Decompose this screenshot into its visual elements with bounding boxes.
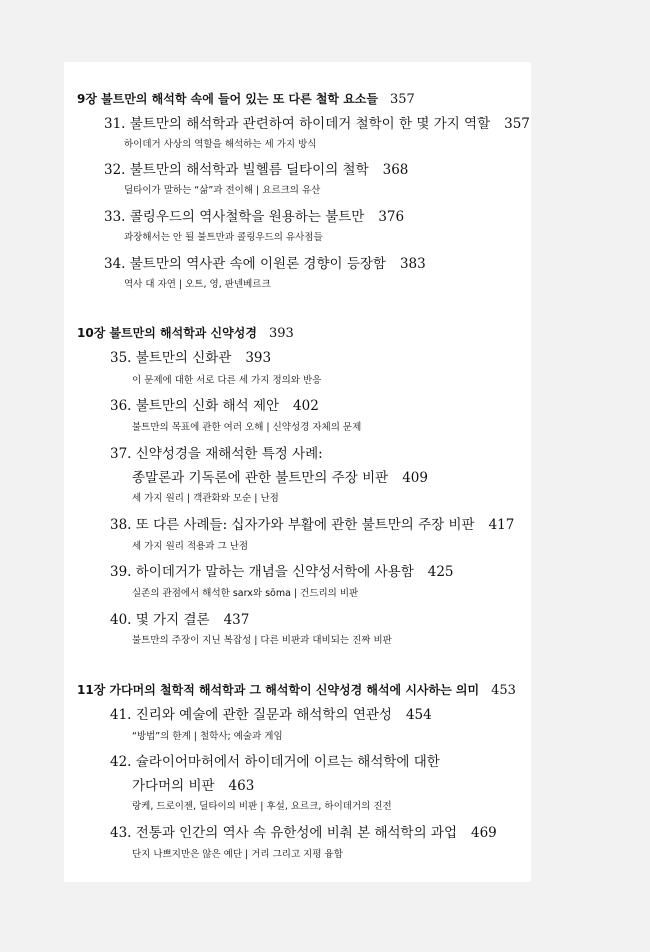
section-subtitle: 세 가지 원리 적용과 그 난점 [132, 541, 249, 552]
section-subtitle: 불트만의 목표에 관한 여러 오해 | 신약성경 자체의 문제 [132, 422, 362, 433]
chapter-heading: 11장 가다머의 철학적 해석학과 그 해석학이 신약성경 해석에 시사하는 의미 453 [77, 683, 516, 698]
section-entry-continued: 종말론과 기독론에 관한 불트만의 주장 비판 409 [132, 470, 428, 486]
chapter-heading: 9장 불트만의 해석학 속에 들어 있는 또 다른 철학 요소들 357 [77, 92, 415, 107]
section-entry: 35. 불트만의 신화관 393 [110, 350, 272, 366]
section-entry-continued: 가다머의 비판 463 [132, 778, 255, 794]
section-entry: 40. 몇 가지 결론 437 [110, 612, 250, 628]
page-number: 417 [488, 517, 515, 533]
chapter-heading: 10장 불트만의 해석학과 신약성경 393 [77, 326, 294, 341]
section-subtitle: 이 문제에 대한 서로 다른 세 가지 정의와 반응 [132, 375, 322, 386]
page-number: 383 [399, 256, 426, 272]
section-entry: 41. 진리와 예술에 관한 질문과 해석학의 연관성 454 [110, 707, 432, 723]
section-entry: 36. 불트만의 신화 해석 제안 402 [110, 398, 319, 414]
section-subtitle: “방법”의 한계 | 철학사; 예술과 게임 [132, 731, 283, 742]
section-entry: 31. 불트만의 해석학과 관련하여 하이데거 철학이 한 몇 가지 역할 357 [104, 116, 530, 132]
page-number: 454 [405, 707, 432, 723]
section-subtitle: 딜타이가 말하는 “삶”과 전이해 | 요르크의 유산 [124, 185, 321, 196]
section-entry: 34. 불트만의 역사관 속에 이원론 경향이 등장함 383 [104, 256, 426, 272]
section-entry: 32. 불트만의 해석학과 빌헬름 딜타이의 철학 368 [104, 162, 409, 178]
page-number: 357 [389, 92, 415, 107]
page-number: 453 [491, 683, 516, 698]
section-entry: 37. 신약성경을 재해석한 특정 사례: [110, 446, 323, 462]
page-number: 409 [402, 470, 428, 486]
section-entry: 42. 슐라이어마허에서 하이데거에 이르는 해석학에 대한 [110, 754, 440, 770]
section-subtitle: 불트만의 주장이 지닌 복잡성 | 다른 비판과 대비되는 진짜 비판 [132, 635, 392, 646]
page-number: 357 [504, 116, 530, 132]
page-number: 463 [228, 778, 255, 794]
section-subtitle: 하이데거 사상의 역할을 해석하는 세 가지 방식 [124, 139, 317, 150]
section-entry: 33. 콜링우드의 역사철학을 원용하는 불트만 376 [104, 209, 405, 225]
section-entry: 39. 하이데거가 말하는 개념을 신약성서학에 사용함 425 [110, 564, 454, 580]
page-number: 393 [245, 350, 272, 366]
page-number: 393 [268, 326, 294, 341]
page-number: 402 [293, 398, 319, 414]
section-entry: 43. 전통과 인간의 역사 속 유한성에 비춰 본 해석학의 과업 469 [110, 825, 497, 841]
page-number: 425 [427, 564, 454, 580]
page-number: 376 [378, 209, 405, 225]
page-number: 437 [223, 612, 250, 628]
page-number: 469 [471, 825, 497, 841]
section-subtitle: 단지 나쁘지만은 않은 예단 | 거리 그리고 지평 융합 [132, 849, 343, 860]
section-subtitle: 랑케, 드로이젠, 딜타이의 비판 | 후설, 요르크, 하이데거의 진전 [132, 801, 392, 812]
section-subtitle: 역사 대 자연 | 오트, 영, 판넨베르크 [124, 279, 271, 290]
section-subtitle: 과장해서는 안 될 불트만과 콜링우드의 유사점들 [124, 232, 323, 243]
section-subtitle: 세 가지 원리 | 객관화와 모순 | 난점 [132, 493, 279, 504]
section-entry: 38. 또 다른 사례들: 십자가와 부활에 관한 불트만의 주장 비판 417 [110, 517, 515, 533]
page-number: 368 [382, 162, 409, 178]
section-subtitle: 실존의 관점에서 해석한 sarx와 sōma | 건드리의 비판 [132, 588, 359, 599]
